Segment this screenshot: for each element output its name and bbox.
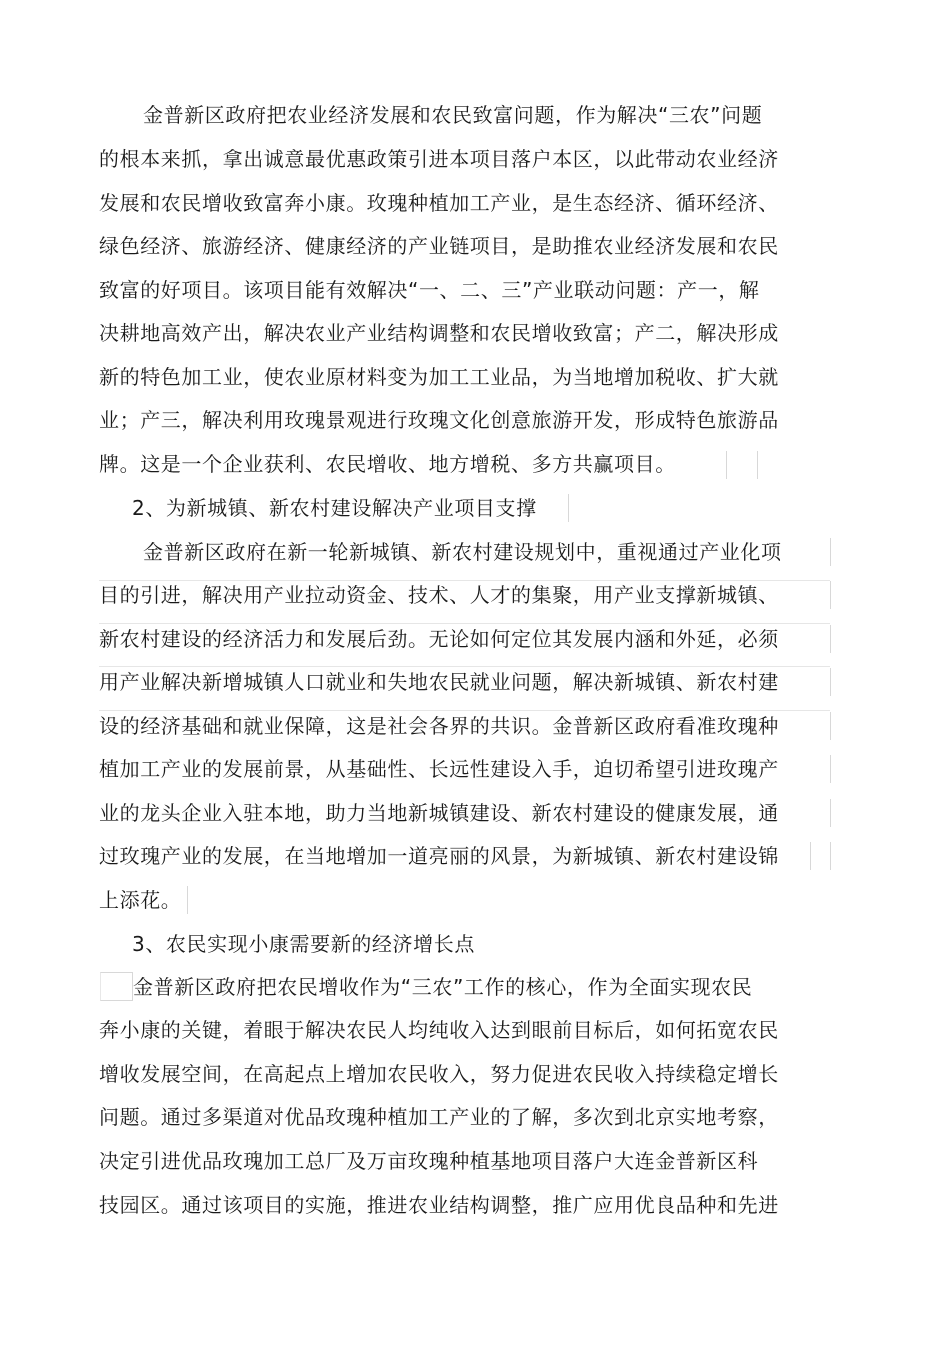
- scan-artifact-line: [830, 755, 831, 783]
- section-heading: 3、农民实现小康需要新的经济增长点: [132, 932, 475, 956]
- text-line: 问题。通过多渠道对优品玫瑰种植加工产业的了解，多次到北京实地考察，: [99, 1105, 779, 1129]
- text-line: 牌。这是一个企业获利、农民增收、地方增税、多方共赢项目。: [99, 452, 676, 476]
- section-heading: 2、为新城镇、新农村建设解决产业项目支撑: [132, 496, 537, 520]
- text-line: 决定引进优品玫瑰加工总厂及万亩玫瑰种植基地项目落户大连金普新区科: [99, 1149, 759, 1173]
- scan-artifact-line: [99, 623, 830, 624]
- scan-artifact-line: [830, 712, 831, 740]
- scan-artifact-line: [99, 710, 830, 711]
- text-line: 增收发展空间，在高起点上增加农民收入，努力促进农民收入持续稳定增长: [99, 1062, 779, 1086]
- text-line: 新农村建设的经济活力和发展后劲。无论如何定位其发展内涵和外延，必须: [99, 627, 779, 651]
- scan-artifact-box: [100, 972, 133, 1001]
- text-line: 技园区。通过该项目的实施，推进农业结构调整，推广应用优良品种和先进: [99, 1193, 779, 1217]
- text-line: 的根本来抓，拿出诚意最优惠政策引进本项目落户本区，以此带动农业经济: [99, 147, 779, 171]
- scan-artifact-line: [99, 666, 830, 667]
- scan-artifact-line: [568, 494, 569, 522]
- scan-artifact-line: [830, 799, 831, 827]
- text-line: 金普新区政府把农民增收作为“三农”工作的核心，作为全面实现农民: [133, 975, 753, 999]
- text-line: 发展和农民增收致富奔小康。玫瑰种植加工产业，是生态经济、循环经济、: [99, 191, 779, 215]
- scan-artifact-line: [99, 580, 830, 581]
- text-line: 致富的好项目。该项目能有效解决“一、二、三”产业联动问题：产一，解: [99, 278, 760, 302]
- text-line: 植加工产业的发展前景，从基础性、长远性建设入手，迫切希望引进玫瑰产: [99, 757, 779, 781]
- scan-artifact-line: [830, 538, 831, 566]
- text-line: 金普新区政府把农业经济发展和农民致富问题，作为解决“三农”问题: [143, 103, 763, 127]
- text-line: 设的经济基础和就业保障，这是社会各界的共识。金普新区政府看准玫瑰种: [99, 714, 779, 738]
- text-line: 奔小康的关键，着眼于解决农民人均纯收入达到眼前目标后，如何拓宽农民: [99, 1018, 779, 1042]
- scan-artifact-line: [810, 842, 811, 870]
- scan-artifact-line: [830, 668, 831, 696]
- scan-artifact-line: [830, 625, 831, 653]
- text-line: 新的特色加工业，使农业原材料变为加工工业品，为当地增加税收、扩大就: [99, 365, 779, 389]
- scan-artifact-line: [187, 886, 188, 914]
- text-line: 过玫瑰产业的发展，在当地增加一道亮丽的风景，为新城镇、新农村建设锦: [99, 844, 779, 868]
- scan-artifact-line: [830, 581, 831, 609]
- scan-artifact-line: [830, 842, 831, 870]
- text-line: 绿色经济、旅游经济、健康经济的产业链项目，是助推农业经济发展和农民: [99, 234, 779, 258]
- text-line: 目的引进，解决用产业拉动资金、技术、人才的集聚，用产业支撑新城镇、: [99, 583, 779, 607]
- text-line: 金普新区政府在新一轮新城镇、新农村建设规划中，重视通过产业化项: [143, 540, 782, 564]
- text-line: 业的龙头企业入驻本地，助力当地新城镇建设、新农村建设的健康发展，通: [99, 801, 779, 825]
- scan-artifact-line: [726, 451, 727, 479]
- text-line: 上添花。: [99, 888, 182, 912]
- scan-artifact-line: [757, 451, 758, 479]
- text-line: 决耕地高效产出，解决农业产业结构调整和农民增收致富；产二，解决形成: [99, 321, 779, 345]
- text-line: 业；产三，解决利用玫瑰景观进行玫瑰文化创意旅游开发，形成特色旅游品: [99, 408, 779, 432]
- text-line: 用产业解决新增城镇人口就业和失地农民就业问题，解决新城镇、新农村建: [99, 670, 779, 694]
